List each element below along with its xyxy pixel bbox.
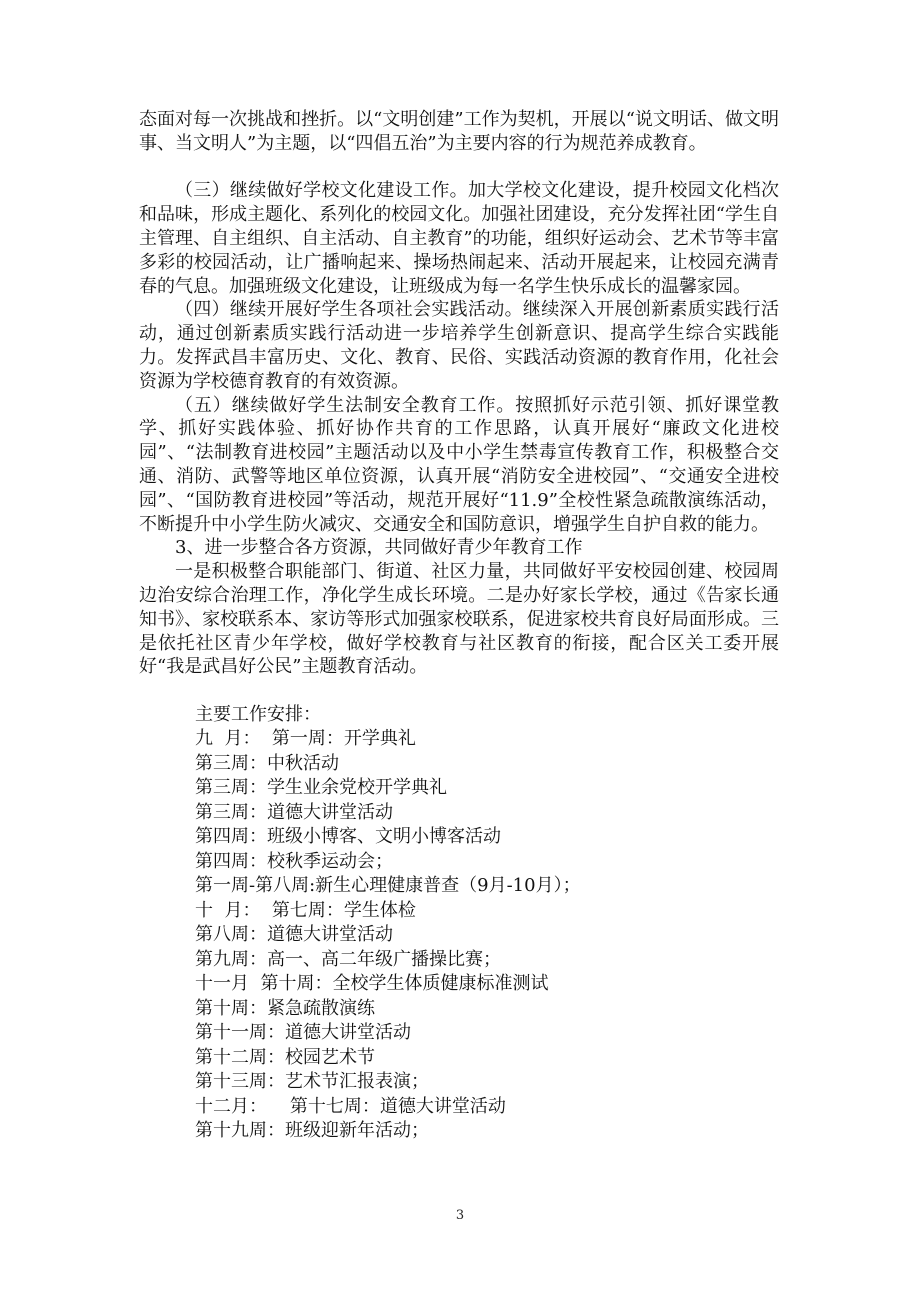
paragraph-spacer <box>139 679 779 703</box>
schedule-item: 第十一周：道德大讲堂活动 <box>195 1022 411 1044</box>
page-number: 3 <box>455 1208 465 1223</box>
schedule-heading: 主要工作安排： <box>195 703 321 725</box>
paragraph-spacer <box>139 156 779 180</box>
schedule-item: 第九周：高一、高二年级广播操比赛； <box>195 948 501 970</box>
schedule-item: 九 月： 第一周：开学典礼 <box>195 728 416 750</box>
paragraph-school-culture: （三）继续做好学校文化建设工作。加大学校文化建设，提升校园文化档次和品味，形成主题化、系列化的校园文化。加强社团建设，充分发挥社团“学生自主管理、自主组织、自主活动、自主教育”的功能，组织好运动会、艺术节等丰富多彩的校园活动，让广播响起来、操场热闹起来、活动开展起来，让校园充满青春的气息。加强班级文化建设，让班级成为每一名学生快乐成长的温馨家园。 <box>139 180 779 297</box>
paragraph-social-practice: （四）继续开展好学生各项社会实践活动。继续深入开展创新素质实践行活动，通过创新素质实践行活动进一步培养学生创新意识、提高学生综合实践能力。发挥武昌丰富历史、文化、教育、民俗、实践活动资源的教育作用，化社会资源为学校德育教育的有效资源。 <box>139 299 779 392</box>
schedule-item: 第四周：校秋季运动会； <box>195 850 393 872</box>
schedule-item: 第十周：紧急疏散演练 <box>195 997 375 1019</box>
document-body <box>139 108 779 1144</box>
schedule-item: 第四周：班级小博客、文明小博客活动 <box>195 826 501 848</box>
schedule-item: 十一月 第十周：全校学生体质健康标准测试 <box>195 973 549 995</box>
schedule-item: 十 月： 第七周：学生体检 <box>195 899 416 921</box>
schedule-item: 十二月： 第十七周：道德大讲堂活动 <box>195 1095 506 1117</box>
schedule-item: 第三周：道德大讲堂活动 <box>195 801 393 823</box>
schedule-item: 第十二周：校园艺术节 <box>195 1046 375 1068</box>
schedule-item: 第十九周：班级迎新年活动； <box>195 1120 429 1142</box>
paragraph-legal-safety: （五）继续做好学生法制安全教育工作。按照抓好示范引领、抓好课堂教学、抓好实践体验、抓好协作共育的工作思路，认真开展好“廉政文化进校园”、“法制教育进校园”主题活动以及中小学生禁毒宣传教育工作，积极整合交通、消防、武警等地区单位资源，认真开展“消防安全进校园”、“交通安全进校园”、“国防教育进校园”等活动，规范开展好“11.9”全校性紧急疏散演练活动，不断提升中小学生防火减灾、交通安全和国防意识，增强学生自护自救的能力。 <box>139 394 779 535</box>
paragraph-community-cooperation: 一是积极整合职能部门、街道、社区力量，共同做好平安校园创建、校园周边治安综合治理工作，净化学生成长环境。二是办好家长学校，通过《告家长通知书》、家校联系本、家访等形式加强家校联系，促进家校共育良好局面形成。三是依托社区青少年学校，做好学校教育与社区教育的衔接，配合区关工委开展好“我是武昌好公民”主题教育活动。 <box>139 561 779 678</box>
schedule-list <box>139 727 779 1144</box>
schedule-item: 第三周：学生业余党校开学典礼 <box>195 777 447 799</box>
schedule-item: 第一周-第八周:新生心理健康普查（9月-10月）； <box>195 875 581 897</box>
schedule-item: 第十三周：艺术节汇报表演； <box>195 1071 429 1093</box>
schedule-item: 第八周：道德大讲堂活动 <box>195 924 393 946</box>
section-heading-resources: 3、进一步整合各方资源，共同做好青少年教育工作 <box>175 537 583 559</box>
paragraph-behavior-education: 态面对每一次挑战和挫折。以“文明创建”工作为契机，开展以“说文明话、做文明事、当文明人”为主题，以“四倡五治”为主要内容的行为规范养成教育。 <box>139 109 779 154</box>
schedule-item: 第三周：中秋活动 <box>195 752 339 774</box>
